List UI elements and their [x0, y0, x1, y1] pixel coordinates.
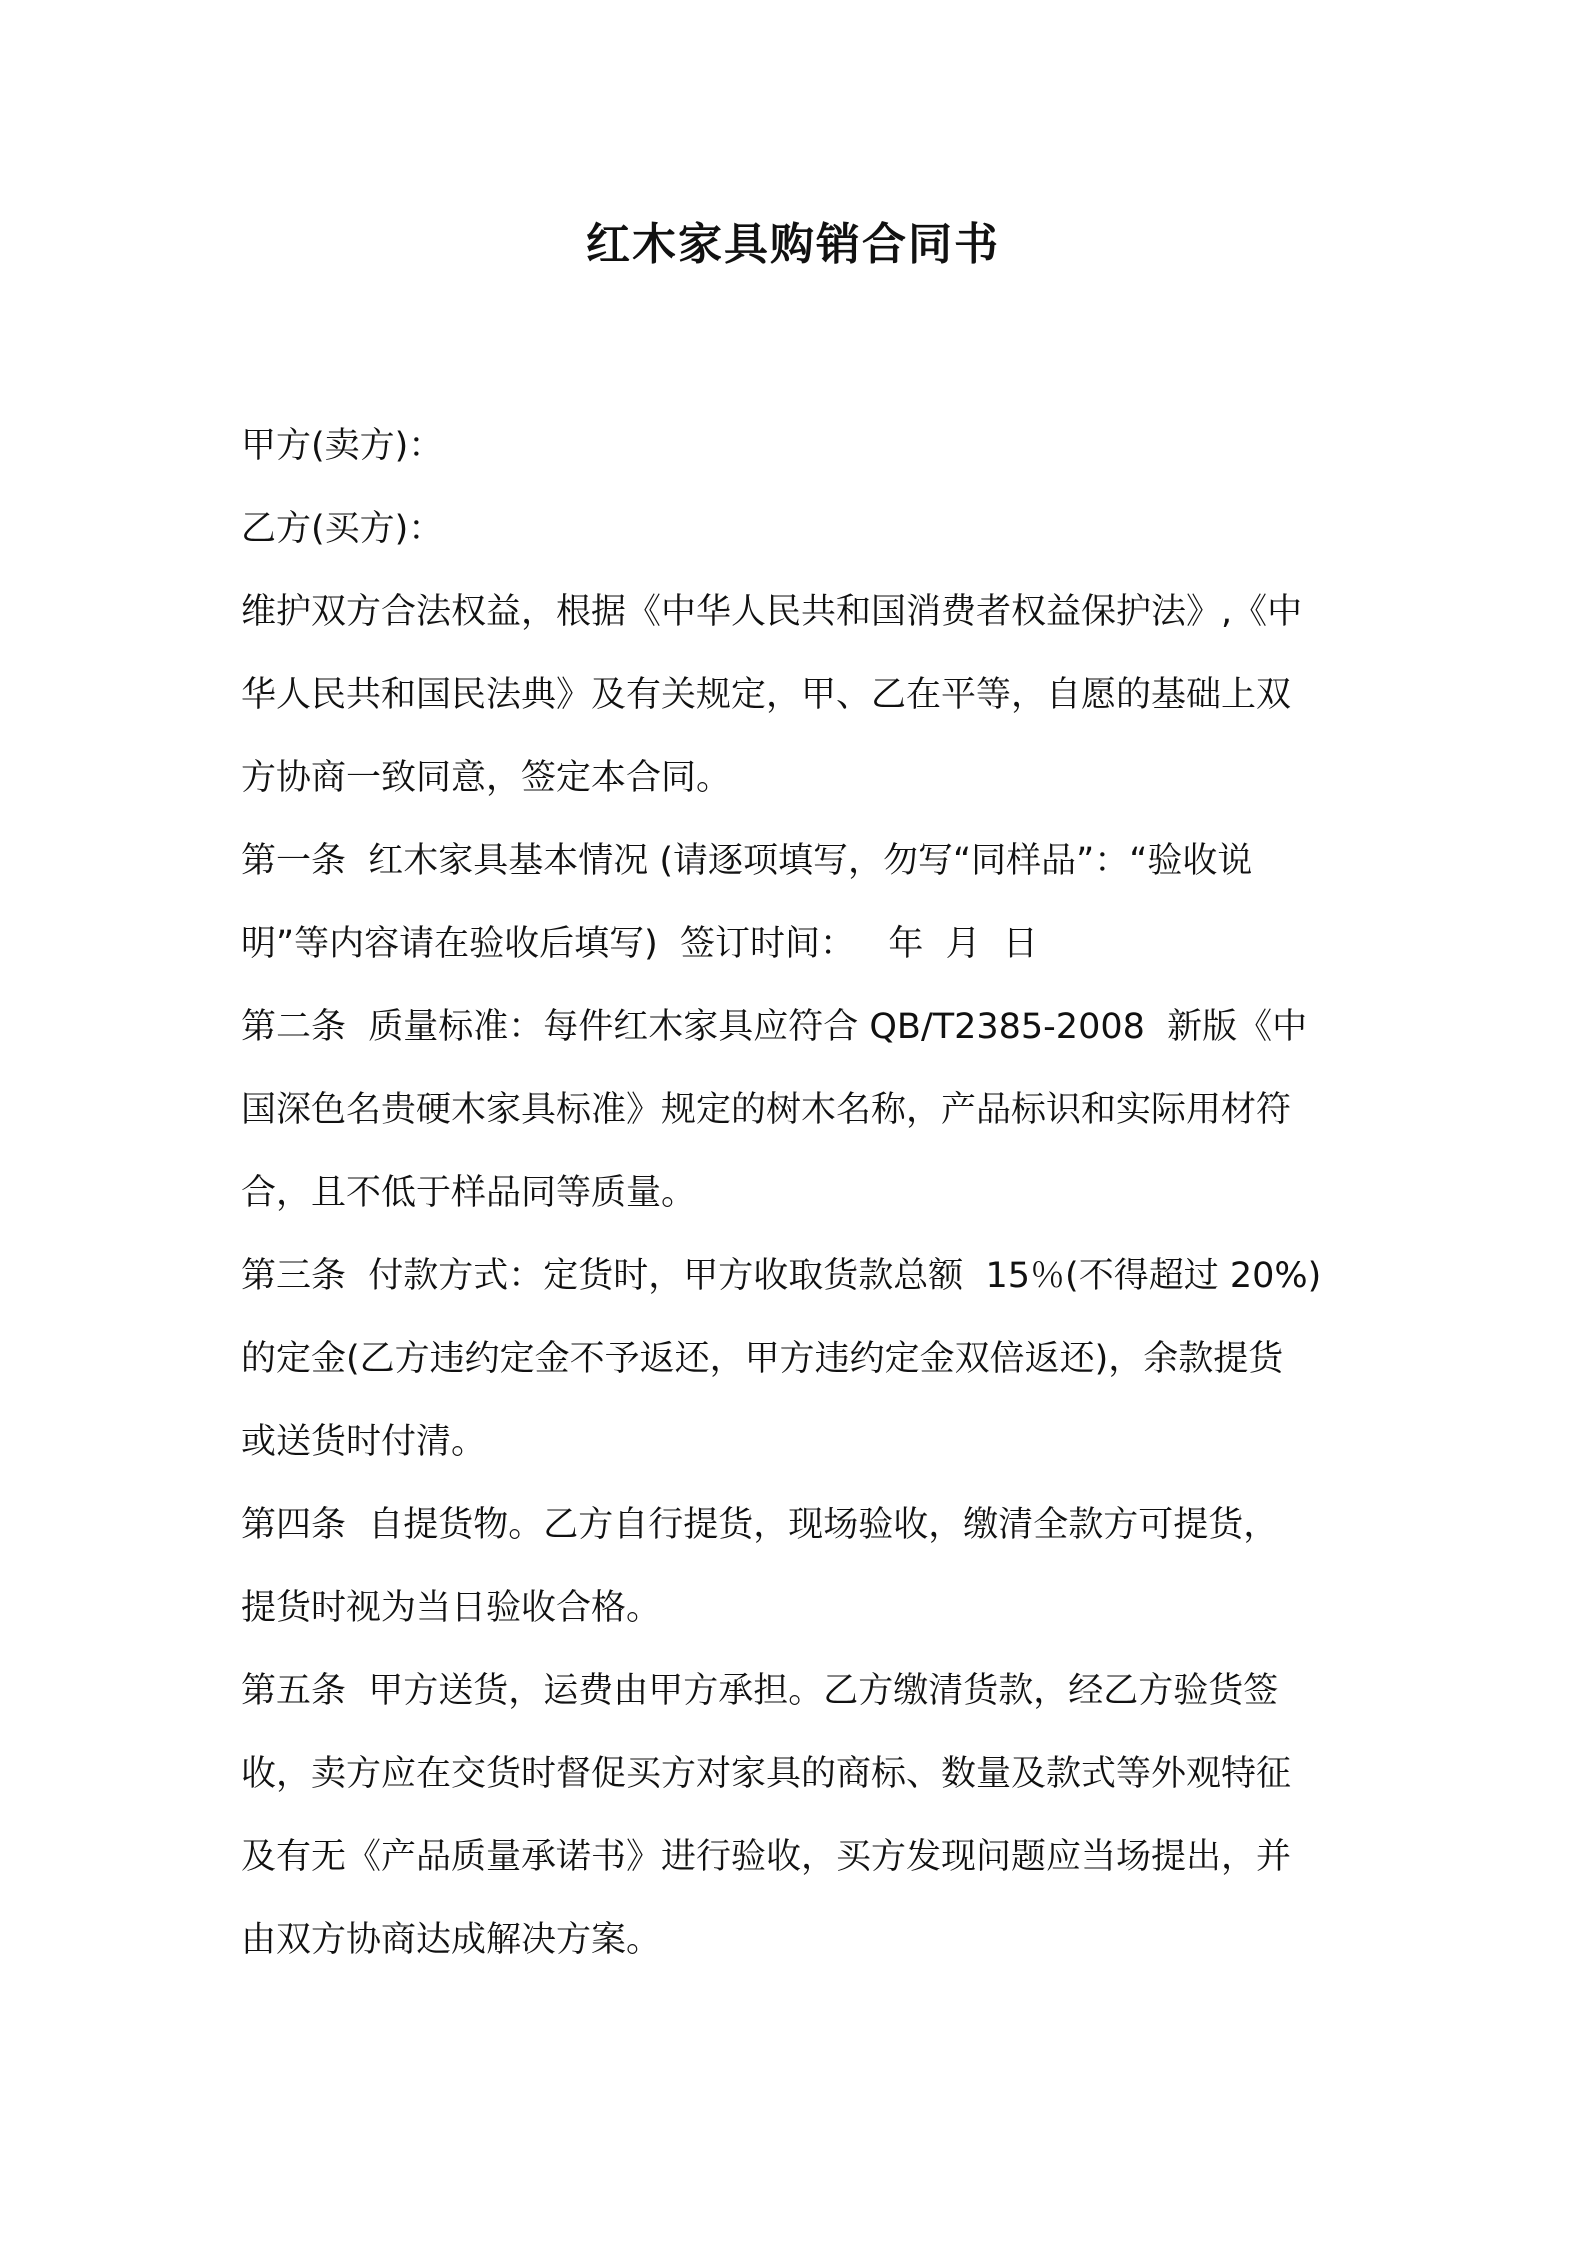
article-1-line: 第一条 红木家具基本情况 (请逐项填写，勿写“同样品”：“验收说	[241, 841, 1253, 881]
article-3-line: 的定金(乙方违约定金不予返还，甲方违约定金双倍返还)，余款提货	[241, 1339, 1284, 1379]
article-3-line: 或送货时付清。	[241, 1422, 487, 1462]
article-5-line: 收，卖方应在交货时督促买方对家具的商标、数量及款式等外观特征	[241, 1754, 1292, 1794]
article-3-paragraph	[241, 1235, 1356, 1484]
article-1-paragraph	[241, 820, 1356, 986]
article-2-line: 国深色名贵硬木家具标准》规定的树木名称，产品标识和实际用材符	[241, 1090, 1292, 1130]
article-2-line: 第二条 质量标准：每件红木家具应符合 QB/T2385-2008 新版《中	[241, 1007, 1308, 1047]
article-2-paragraph	[241, 986, 1356, 1235]
article-1-line: 明”等内容请在验收后填写) 签订时间： 年 月 日	[241, 924, 1038, 964]
preamble-line: 华人民共和国民法典》及有关规定，甲、乙在平等，自愿的基础上双	[241, 675, 1292, 715]
document-body	[241, 405, 1356, 1982]
article-5-paragraph	[241, 1650, 1356, 1982]
article-4-paragraph	[241, 1484, 1356, 1650]
party-b-line: 乙方(买方)：	[241, 509, 444, 549]
preamble-line: 维护双方合法权益，根据《中华人民共和国消费者权益保护法》,《中	[241, 592, 1303, 632]
article-3-line: 第三条 付款方式：定货时，甲方收取货款总额 15％(不得超过 20%)	[241, 1256, 1322, 1296]
article-5-line: 由双方协商达成解决方案。	[241, 1920, 662, 1960]
preamble-line: 方协商一致同意，签定本合同。	[241, 758, 732, 798]
preamble-paragraph	[241, 571, 1356, 820]
document-title: 红木家具购销合同书	[586, 219, 1000, 270]
article-4-line: 提货时视为当日验收合格。	[241, 1588, 662, 1628]
article-4-line: 第四条 自提货物。乙方自行提货，现场验收，缴清全款方可提货，	[241, 1505, 1279, 1545]
article-2-line: 合，且不低于样品同等质量。	[241, 1173, 697, 1213]
party-a-line: 甲方(卖方)：	[241, 426, 444, 466]
article-5-line: 及有无《产品质量承诺书》进行验收，买方发现问题应当场提出，并	[241, 1837, 1292, 1877]
article-5-line: 第五条 甲方送货，运费由甲方承担。乙方缴清货款，经乙方验货签	[241, 1671, 1279, 1711]
